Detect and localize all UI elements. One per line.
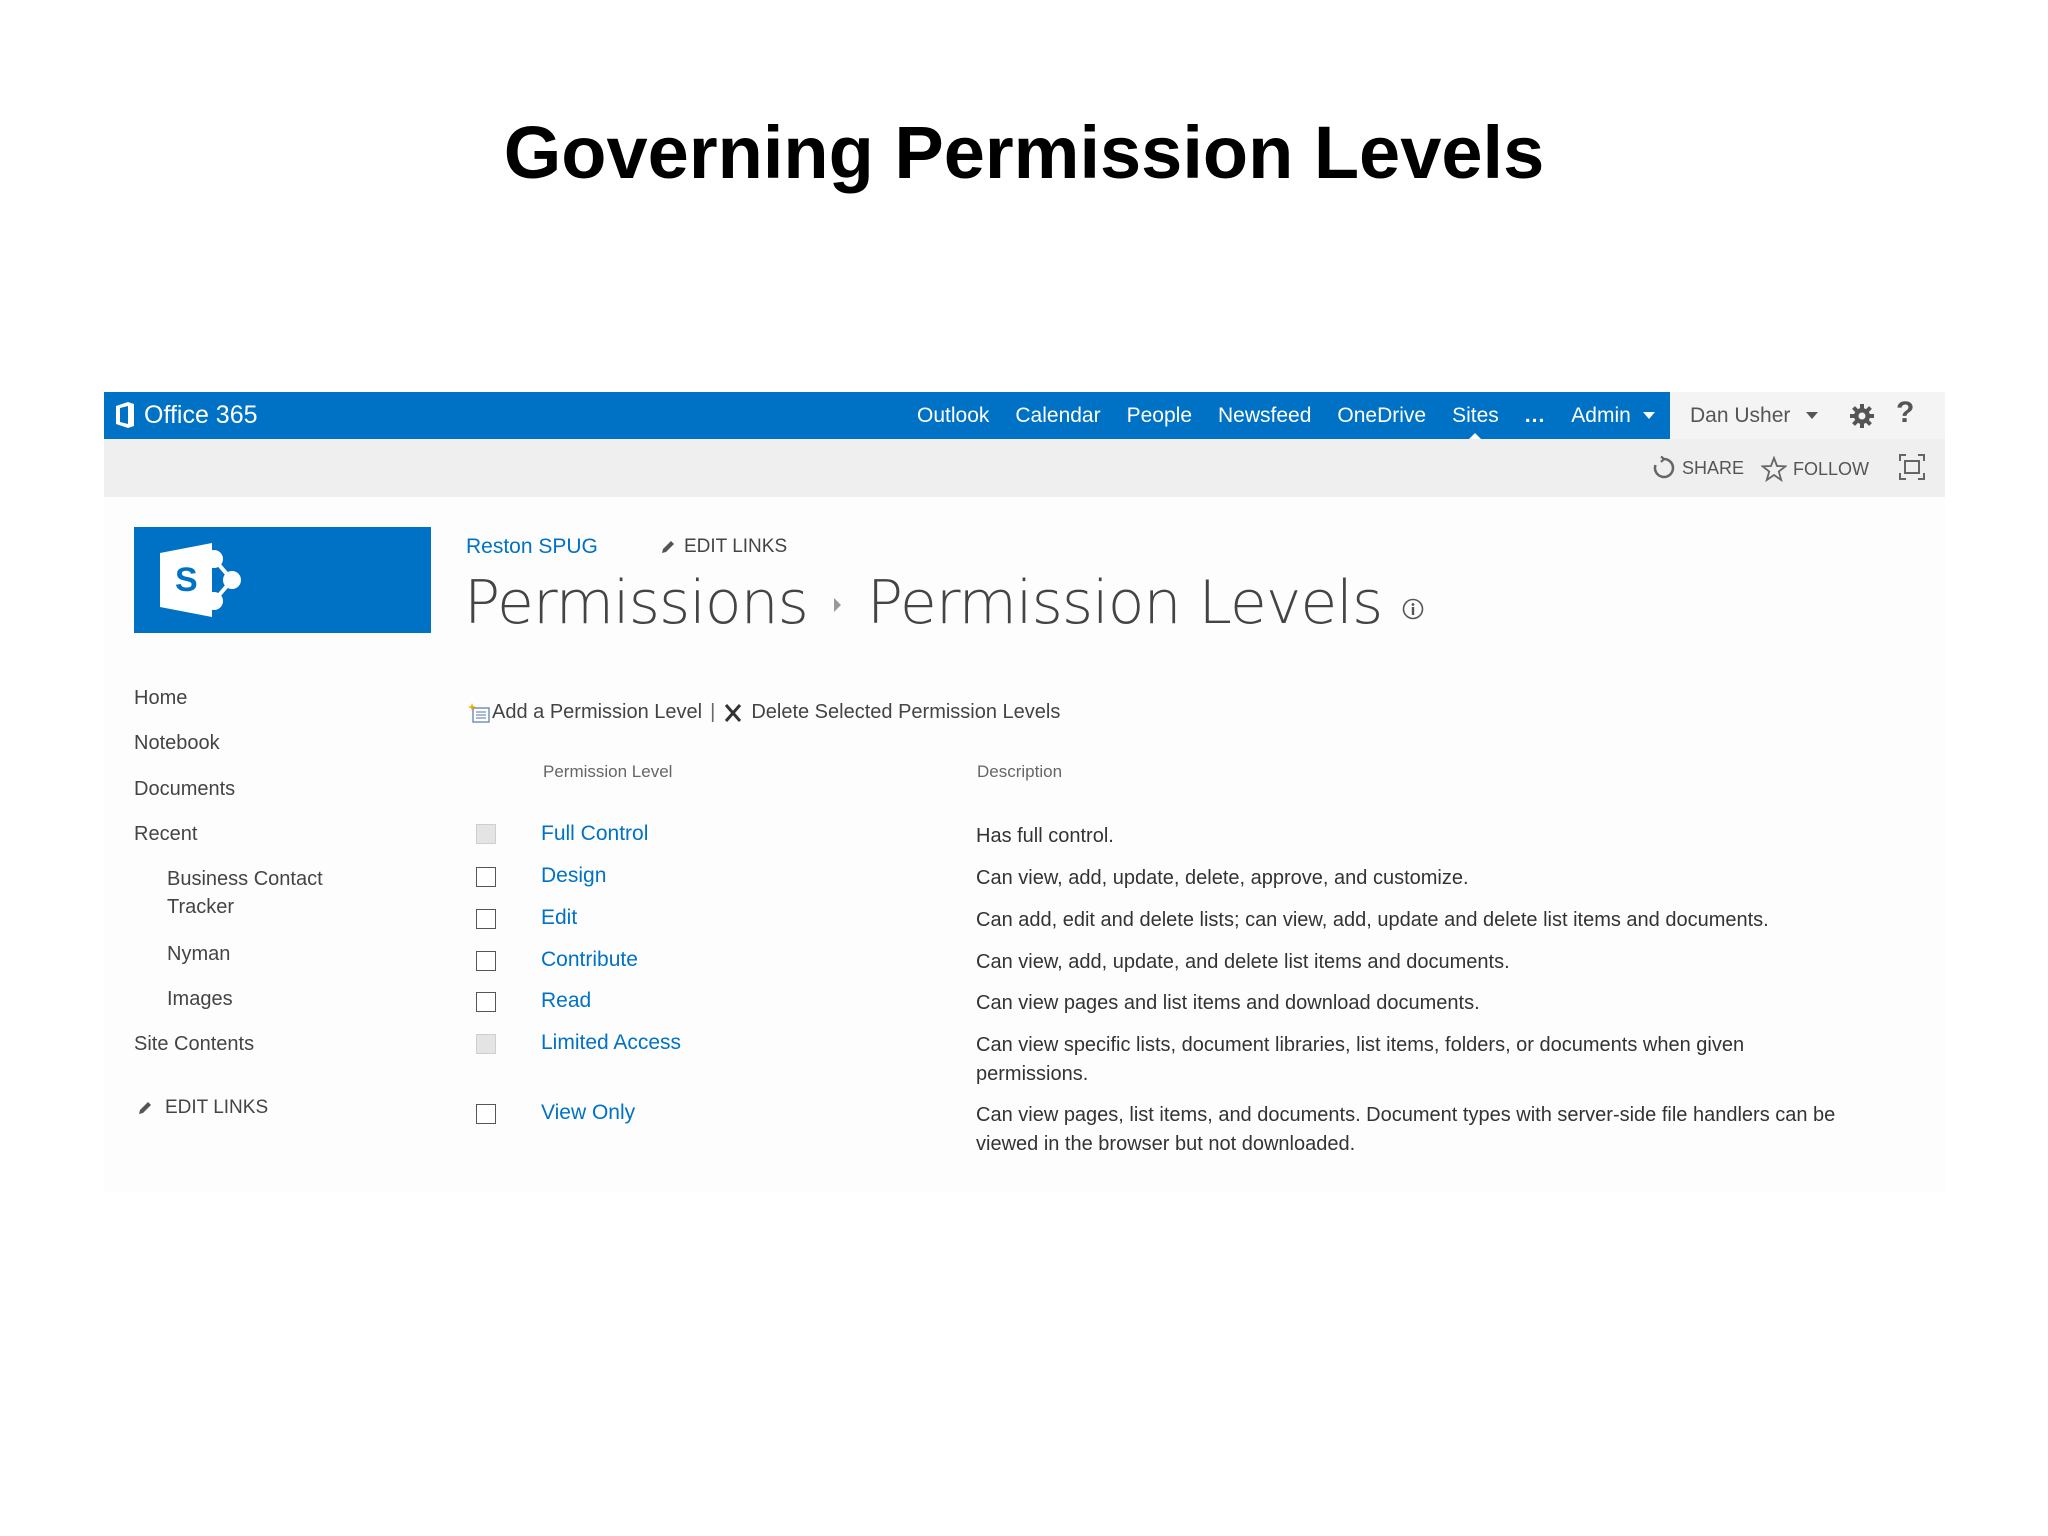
follow-button[interactable] (1761, 456, 1869, 482)
permission-level-link[interactable]: View Only (541, 1101, 636, 1124)
permission-level-link[interactable]: Read (541, 989, 592, 1012)
row-checkbox (476, 1034, 496, 1054)
user-menu[interactable] (1690, 404, 1818, 428)
edit-links-label: EDIT LINKS (684, 536, 788, 557)
edit-links-label: EDIT LINKS (165, 1097, 269, 1118)
add-list-icon (468, 703, 490, 723)
permission-toolbar (468, 701, 1060, 724)
nav-sites[interactable]: Sites (1439, 392, 1512, 439)
nav-admin-label: Admin (1571, 403, 1631, 427)
nav-onedrive[interactable]: OneDrive (1337, 403, 1427, 427)
permission-level-link[interactable]: Contribute (541, 948, 638, 971)
column-header-description: Description (977, 762, 1063, 781)
breadcrumb-parent[interactable]: Permissions (464, 568, 808, 638)
follow-label: FOLLOW (1793, 458, 1870, 479)
add-permission-level-label: Add a Permission Level (492, 701, 703, 723)
nav-notebook[interactable]: Notebook (134, 732, 220, 754)
add-permission-level-button[interactable] (468, 701, 702, 724)
nav-outlook[interactable]: Outlook (917, 403, 990, 427)
edit-links-left-button[interactable] (137, 1097, 268, 1119)
info-icon[interactable] (1402, 598, 1424, 620)
row-checkbox[interactable] (476, 951, 496, 971)
permission-level-link[interactable]: Design (541, 864, 607, 887)
toolbar-separator: | (710, 701, 716, 723)
permission-level-link[interactable]: Full Control (541, 822, 649, 845)
office365-label: Office 365 (144, 400, 258, 429)
pencil-icon (137, 1100, 153, 1116)
site-title-link[interactable]: Reston SPUG (466, 535, 598, 558)
chevron-down-icon (1643, 412, 1655, 419)
nav-images[interactable]: Images (167, 988, 233, 1010)
help-icon[interactable]: ? (1896, 396, 1915, 429)
sharepoint-logo-icon (156, 539, 256, 621)
delete-x-icon (723, 703, 743, 723)
nav-people[interactable]: People (1126, 403, 1192, 427)
row-checkbox (476, 824, 496, 844)
slide-title: Governing Permission Levels (503, 111, 1545, 194)
share-icon (1652, 456, 1676, 480)
nav-more[interactable] (1512, 392, 1559, 439)
nav-business-contact-tracker-line1[interactable]: Business Contact (167, 868, 323, 890)
share-button[interactable] (1652, 456, 1744, 480)
delete-permission-levels-button[interactable] (723, 701, 1060, 724)
row-checkbox[interactable] (476, 1104, 496, 1124)
permission-description: Has full control. (976, 825, 1114, 847)
breadcrumb-current: Permission Levels (866, 568, 1383, 638)
permission-description: Can view pages, list items, and documents. Document types with server-side file handlers can be viewed in the browser but not downloaded. (976, 1104, 1836, 1155)
delete-permission-levels-label: Delete Selected Permission Levels (751, 701, 1061, 723)
permission-description: Can add, edit and delete lists; can view, add, update and delete list items and documents. (976, 909, 1769, 931)
office365-logo-icon (114, 401, 136, 429)
action-bar (104, 439, 1945, 497)
permission-description: Can view specific lists, document libraries, list items, folders, or documents when given permissions. (976, 1034, 1745, 1085)
nav-site-contents[interactable]: Site Contents (134, 1033, 255, 1055)
svg-text:S: S (175, 561, 198, 599)
suite-bar (104, 392, 1945, 439)
sharepoint-site-logo[interactable] (134, 527, 431, 633)
row-checkbox[interactable] (476, 867, 496, 887)
sharepoint-screenshot (104, 392, 1945, 1192)
nav-admin[interactable] (1558, 392, 1668, 439)
column-header-permission-level[interactable]: Permission Level (543, 762, 673, 781)
focus-content-icon[interactable] (1898, 453, 1926, 481)
gear-icon[interactable] (1849, 403, 1875, 429)
star-icon (1761, 456, 1787, 482)
nav-nyman[interactable]: Nyman (167, 943, 231, 965)
pencil-icon (660, 539, 676, 555)
nav-recent[interactable]: Recent (134, 823, 198, 845)
nav-business-contact-tracker-line2[interactable]: Tracker (167, 896, 235, 918)
office365-brand[interactable] (114, 400, 258, 430)
nav-documents[interactable]: Documents (134, 778, 236, 800)
permission-description: Can view pages and list items and download documents. (976, 992, 1480, 1014)
share-label: SHARE (1682, 457, 1745, 478)
permission-description: Can view, add, update, delete, approve, and customize. (976, 867, 1469, 889)
user-name: Dan Usher (1690, 403, 1791, 427)
permission-description: Can view, add, update, and delete list items and documents. (976, 951, 1510, 973)
permission-level-link[interactable]: Edit (541, 906, 578, 929)
chevron-down-icon (1806, 412, 1818, 419)
nav-calendar[interactable]: Calendar (1015, 403, 1101, 427)
edit-links-top-button[interactable] (660, 536, 787, 558)
top-nav (904, 392, 1668, 439)
nav-newsfeed[interactable]: Newsfeed (1218, 403, 1312, 427)
permission-level-link[interactable]: Limited Access (541, 1031, 682, 1054)
nav-home[interactable]: Home (134, 687, 188, 709)
more-ellipsis-icon: ... (1524, 403, 1546, 427)
page-title (464, 568, 1424, 638)
breadcrumb-arrow-icon (834, 598, 841, 612)
user-box (1670, 392, 1945, 439)
row-checkbox[interactable] (476, 992, 496, 1012)
row-checkbox[interactable] (476, 909, 496, 929)
